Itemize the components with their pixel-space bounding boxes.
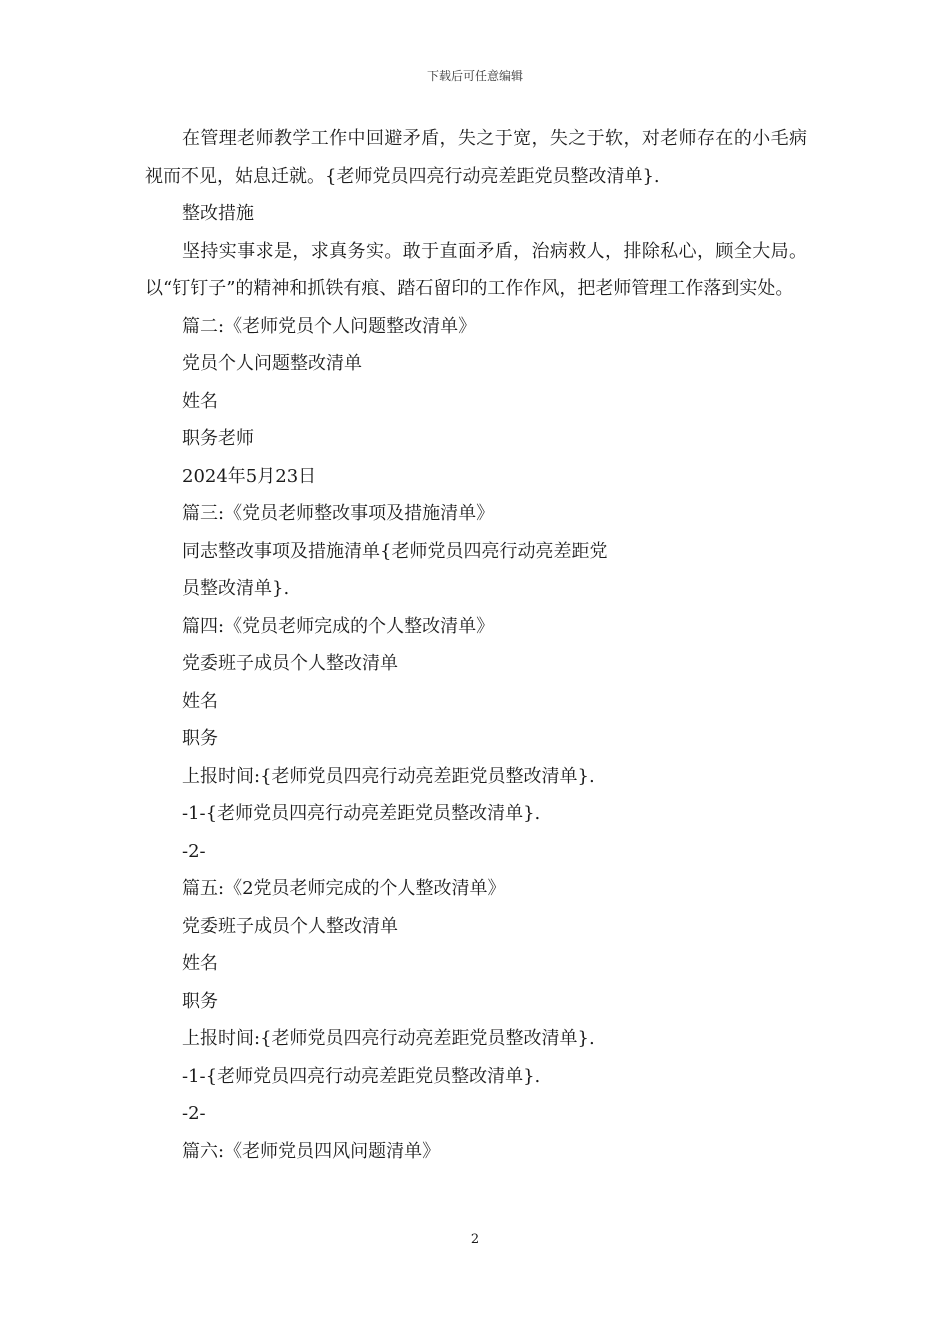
page-header: 下载后可任意编辑 xyxy=(426,69,523,83)
text-line: 职务老师 xyxy=(182,428,254,449)
paragraph: 坚持实事求是，求真务实。敢于直面矛盾，治病救人，排除私心，顾全大局。以“钉钉子”的精神和抓铁有痕、踏石留印的工作作风，把老师管理工作落到实处。 xyxy=(145,240,807,299)
text-line: 上报时间:{老师党员四亮行动亮差距党员整改清单}. xyxy=(182,765,595,787)
section-heading: 篇二:《老师党员个人问题整改清单》 xyxy=(182,315,477,337)
section-heading: 篇五:《2党员老师完成的个人整改清单》 xyxy=(182,878,506,899)
text-line: 党员个人问题整改清单 xyxy=(182,353,362,374)
text-line: -2- xyxy=(182,1103,206,1124)
section-heading: 篇四:《党员老师完成的个人整改清单》 xyxy=(182,615,495,637)
text-line: -1-{老师党员四亮行动亮差距党员整改清单}. xyxy=(182,803,541,824)
text-line: -1-{老师党员四亮行动亮差距党员整改清单}. xyxy=(182,1065,541,1087)
text-line: 上报时间:{老师党员四亮行动亮差距党员整改清单}. xyxy=(182,1028,595,1049)
section-heading: 篇三:《党员老师整改事项及措施清单》 xyxy=(182,503,495,524)
text-line: 党委班子成员个人整改清单 xyxy=(182,915,398,937)
date-line: 2024年5月23日 xyxy=(182,465,317,487)
paragraph: 整改措施 xyxy=(182,203,254,224)
text-line: 姓名 xyxy=(182,690,218,712)
text-line: 姓名 xyxy=(182,953,218,974)
text-line: 职务 xyxy=(182,728,218,749)
text-line: 员整改清单}. xyxy=(182,578,290,599)
text-line: 同志整改事项及措施清单{老师党员四亮行动亮差距党 xyxy=(182,540,608,562)
paragraph: 在管理老师教学工作中回避矛盾，失之于宽，失之于软，对老师存在的小毛病视而不见，姑息迁就。{老师党员四亮行动亮差距党员整改清单}. xyxy=(145,128,807,187)
section-heading: 篇六:《老师党员四风问题清单》 xyxy=(182,1140,441,1162)
text-line: 姓名 xyxy=(182,390,218,412)
text-line: 党委班子成员个人整改清单 xyxy=(182,653,398,674)
page-number: 2 xyxy=(470,1232,480,1247)
text-line: -2- xyxy=(182,840,206,862)
text-line: 职务 xyxy=(182,990,218,1012)
document-body xyxy=(145,120,807,1170)
